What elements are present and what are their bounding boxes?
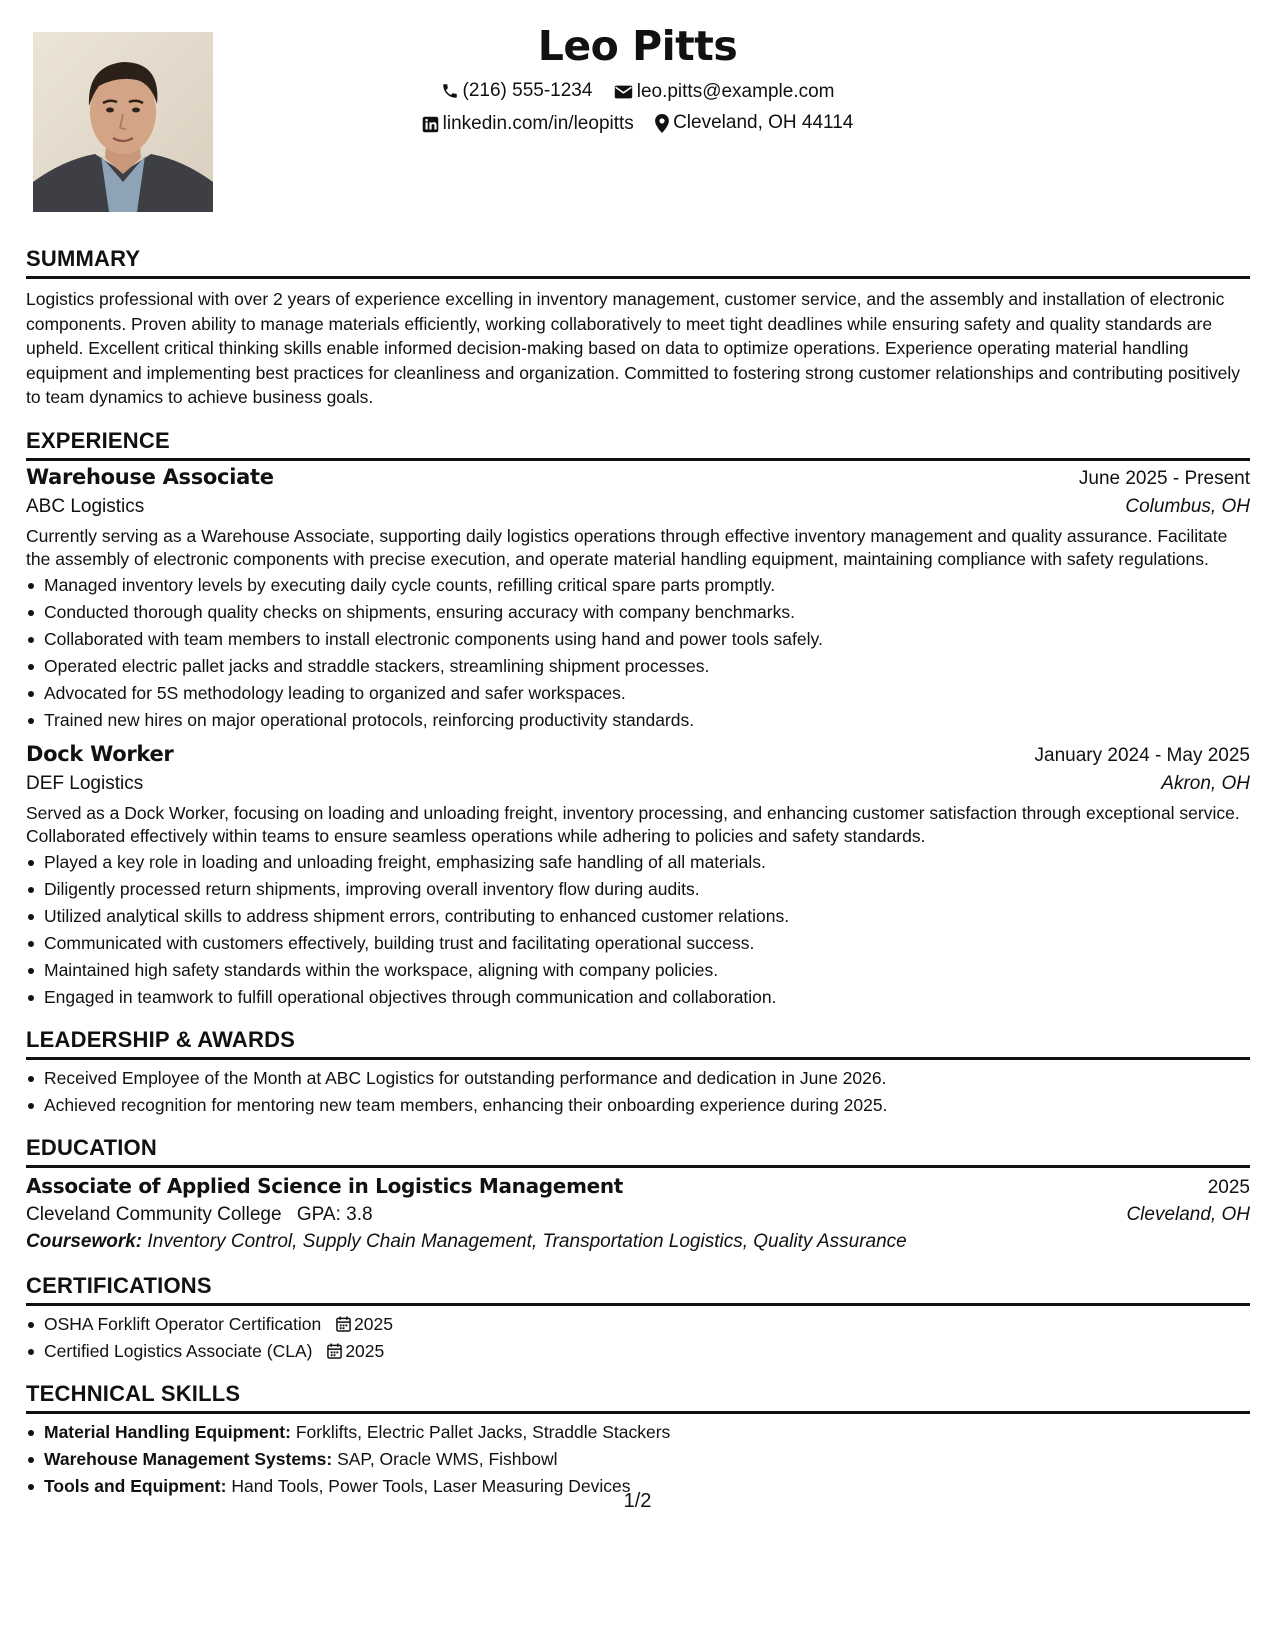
email-text: leo.pitts@example.com	[636, 81, 835, 102]
phone-icon	[441, 82, 459, 100]
skill-value: Forklifts, Electric Pallet Jacks, Straddle Stackers	[295, 1421, 671, 1442]
list-item: Advocated for 5S methodology leading to organized and safer workspaces.	[44, 680, 1250, 707]
gpa: GPA: 3.8	[296, 1203, 373, 1225]
job-company: ABC Logistics	[26, 495, 145, 517]
contact-row-2	[0, 112, 1275, 139]
list-item: Conducted thorough quality checks on shipments, ensuring accuracy with company benchmarks.	[44, 599, 1250, 626]
email-icon	[614, 84, 633, 100]
cert-name: Certified Logistics Associate (CLA)	[44, 1340, 313, 1361]
phone-text: (216) 555-1234	[462, 80, 593, 101]
certifications-heading: CERTIFICATIONS	[26, 1273, 1250, 1306]
list-item: Diligently processed return shipments, improving overall inventory flow during audits.	[44, 876, 1250, 903]
linkedin-text: linkedin.com/in/leopitts	[442, 113, 634, 134]
job-bullets	[26, 849, 1250, 1011]
skill-label: Warehouse Management Systems:	[44, 1448, 333, 1469]
job-description: Currently serving as a Warehouse Associate, supporting daily logistics operations through effective inventory management and quality assurance. Facilitate the assembly of electronic components with precise execution, and operate material handling equipment, maintaining compliance with safety regulations.	[26, 525, 1228, 569]
list-item: Operated electric pallet jacks and straddle stackers, streamlining shipment processes.	[44, 653, 1250, 680]
list-item	[44, 1446, 1250, 1473]
skill-label: Material Handling Equipment:	[44, 1421, 291, 1442]
awards-section	[26, 1027, 1250, 1119]
list-item	[44, 1338, 1250, 1365]
cert-year: 2025	[345, 1340, 385, 1361]
awards-heading: LEADERSHIP & AWARDS	[26, 1027, 1250, 1060]
experience-heading: EXPERIENCE	[26, 428, 1250, 461]
contact-phone[interactable]	[441, 80, 593, 102]
location-text: Cleveland, OH 44114	[673, 112, 854, 133]
coursework-list: Inventory Control, Supply Chain Management, Transportation Logistics, Quality Assurance	[147, 1230, 907, 1252]
list-item: Maintained high safety standards within the workspace, aligning with company policies.	[44, 957, 1250, 984]
skill-label: Tools and Equipment:	[44, 1475, 227, 1496]
certifications-section	[26, 1273, 1250, 1365]
contact-linkedin[interactable]	[422, 113, 634, 135]
job-entry	[26, 465, 1250, 734]
list-item: Trained new hires on major operational protocols, reinforcing productivity standards.	[44, 707, 1250, 734]
resume-content	[26, 246, 1250, 1509]
skills-heading: TECHNICAL SKILLS	[26, 1381, 1250, 1414]
linkedin-icon	[422, 116, 439, 133]
list-item: Collaborated with team members to install electronic components using hand and power tools safely.	[44, 626, 1250, 653]
job-location: Akron, OH	[1161, 772, 1250, 794]
list-item: Played a key role in loading and unloading freight, emphasizing safe handling of all materials.	[44, 849, 1250, 876]
list-item: Utilized analytical skills to address shipment errors, contributing to enhanced customer relations.	[44, 903, 1250, 930]
list-item: Engaged in teamwork to fulfill operational objectives through communication and collaboration.	[44, 984, 1250, 1011]
skills-list	[26, 1419, 1250, 1500]
school-line	[26, 1204, 373, 1226]
coursework-label: Coursework:	[26, 1230, 143, 1252]
job-dates: January 2024 - May 2025	[1034, 744, 1250, 766]
map-pin-icon	[655, 114, 669, 133]
contact-row-1	[0, 80, 1275, 106]
job-company: DEF Logistics	[26, 772, 144, 794]
page-number: 1/2	[623, 1490, 652, 1512]
skill-value: SAP, Oracle WMS, Fishbowl	[337, 1448, 558, 1469]
calendar-icon	[327, 1343, 342, 1359]
education-section	[26, 1135, 1250, 1253]
job-entry	[26, 742, 1250, 1011]
certifications-list	[26, 1311, 1250, 1365]
cert-name: OSHA Forklift Operator Certification	[44, 1313, 322, 1334]
cert-year: 2025	[354, 1313, 393, 1334]
list-item	[44, 1419, 1250, 1446]
list-item: Achieved recognition for mentoring new team members, enhancing their onboarding experience during 2025.	[44, 1092, 1250, 1119]
experience-section	[26, 428, 1250, 1011]
graduation-year: 2025	[1207, 1176, 1250, 1198]
summary-heading: SUMMARY	[26, 246, 1250, 279]
summary-text: Logistics professional with over 2 years of experience excelling in inventory management, customer service, and the assembly and installation of electronic components. Proven ability to manage materials efficiently, working collaboratively to meet tight deadlines while ensuring safety and quality standards are upheld. Excellent critical thinking skills enable informed decision-making based on data to optimize operations. Experience operating material handling equipment and implementing best practices for cleanliness and organization. Committed to fostering strong customer relationships and contributing positively to team dynamics to achieve business goals.	[26, 289, 1240, 407]
summary-section	[26, 246, 1250, 410]
list-item	[44, 1311, 1250, 1338]
school-name: Cleveland Community College	[26, 1203, 282, 1225]
candidate-name: Leo Pitts	[537, 22, 738, 70]
skills-section	[26, 1381, 1250, 1500]
list-item: Communicated with customers effectively, building trust and facilitating operational success.	[44, 930, 1250, 957]
job-title: Warehouse Associate	[26, 464, 274, 489]
calendar-icon	[336, 1316, 351, 1332]
skill-value: Hand Tools, Power Tools, Laser Measuring Devices	[231, 1475, 631, 1496]
education-heading: EDUCATION	[26, 1135, 1250, 1168]
contact-email[interactable]	[614, 81, 835, 103]
list-item: Managed inventory levels by executing daily cycle counts, refilling critical spare parts promptly.	[44, 572, 1250, 599]
job-location: Columbus, OH	[1125, 495, 1250, 517]
list-item: Received Employee of the Month at ABC Logistics for outstanding performance and dedication in June 2026.	[44, 1065, 1250, 1092]
coursework	[26, 1231, 1250, 1253]
awards-list	[26, 1065, 1250, 1119]
contact-location	[655, 112, 853, 134]
school-location: Cleveland, OH	[1126, 1203, 1250, 1225]
job-bullets	[26, 572, 1250, 734]
degree-title: Associate of Applied Science in Logistics Management	[26, 1173, 624, 1198]
job-description: Served as a Dock Worker, focusing on loading and unloading freight, inventory processing, and enhancing customer satisfaction through exceptional service. Collaborated effectively within teams to ensure seamless operations while adhering to policies and safety standards.	[26, 802, 1240, 846]
job-title: Dock Worker	[26, 741, 174, 766]
job-dates: June 2025 - Present	[1078, 467, 1250, 489]
